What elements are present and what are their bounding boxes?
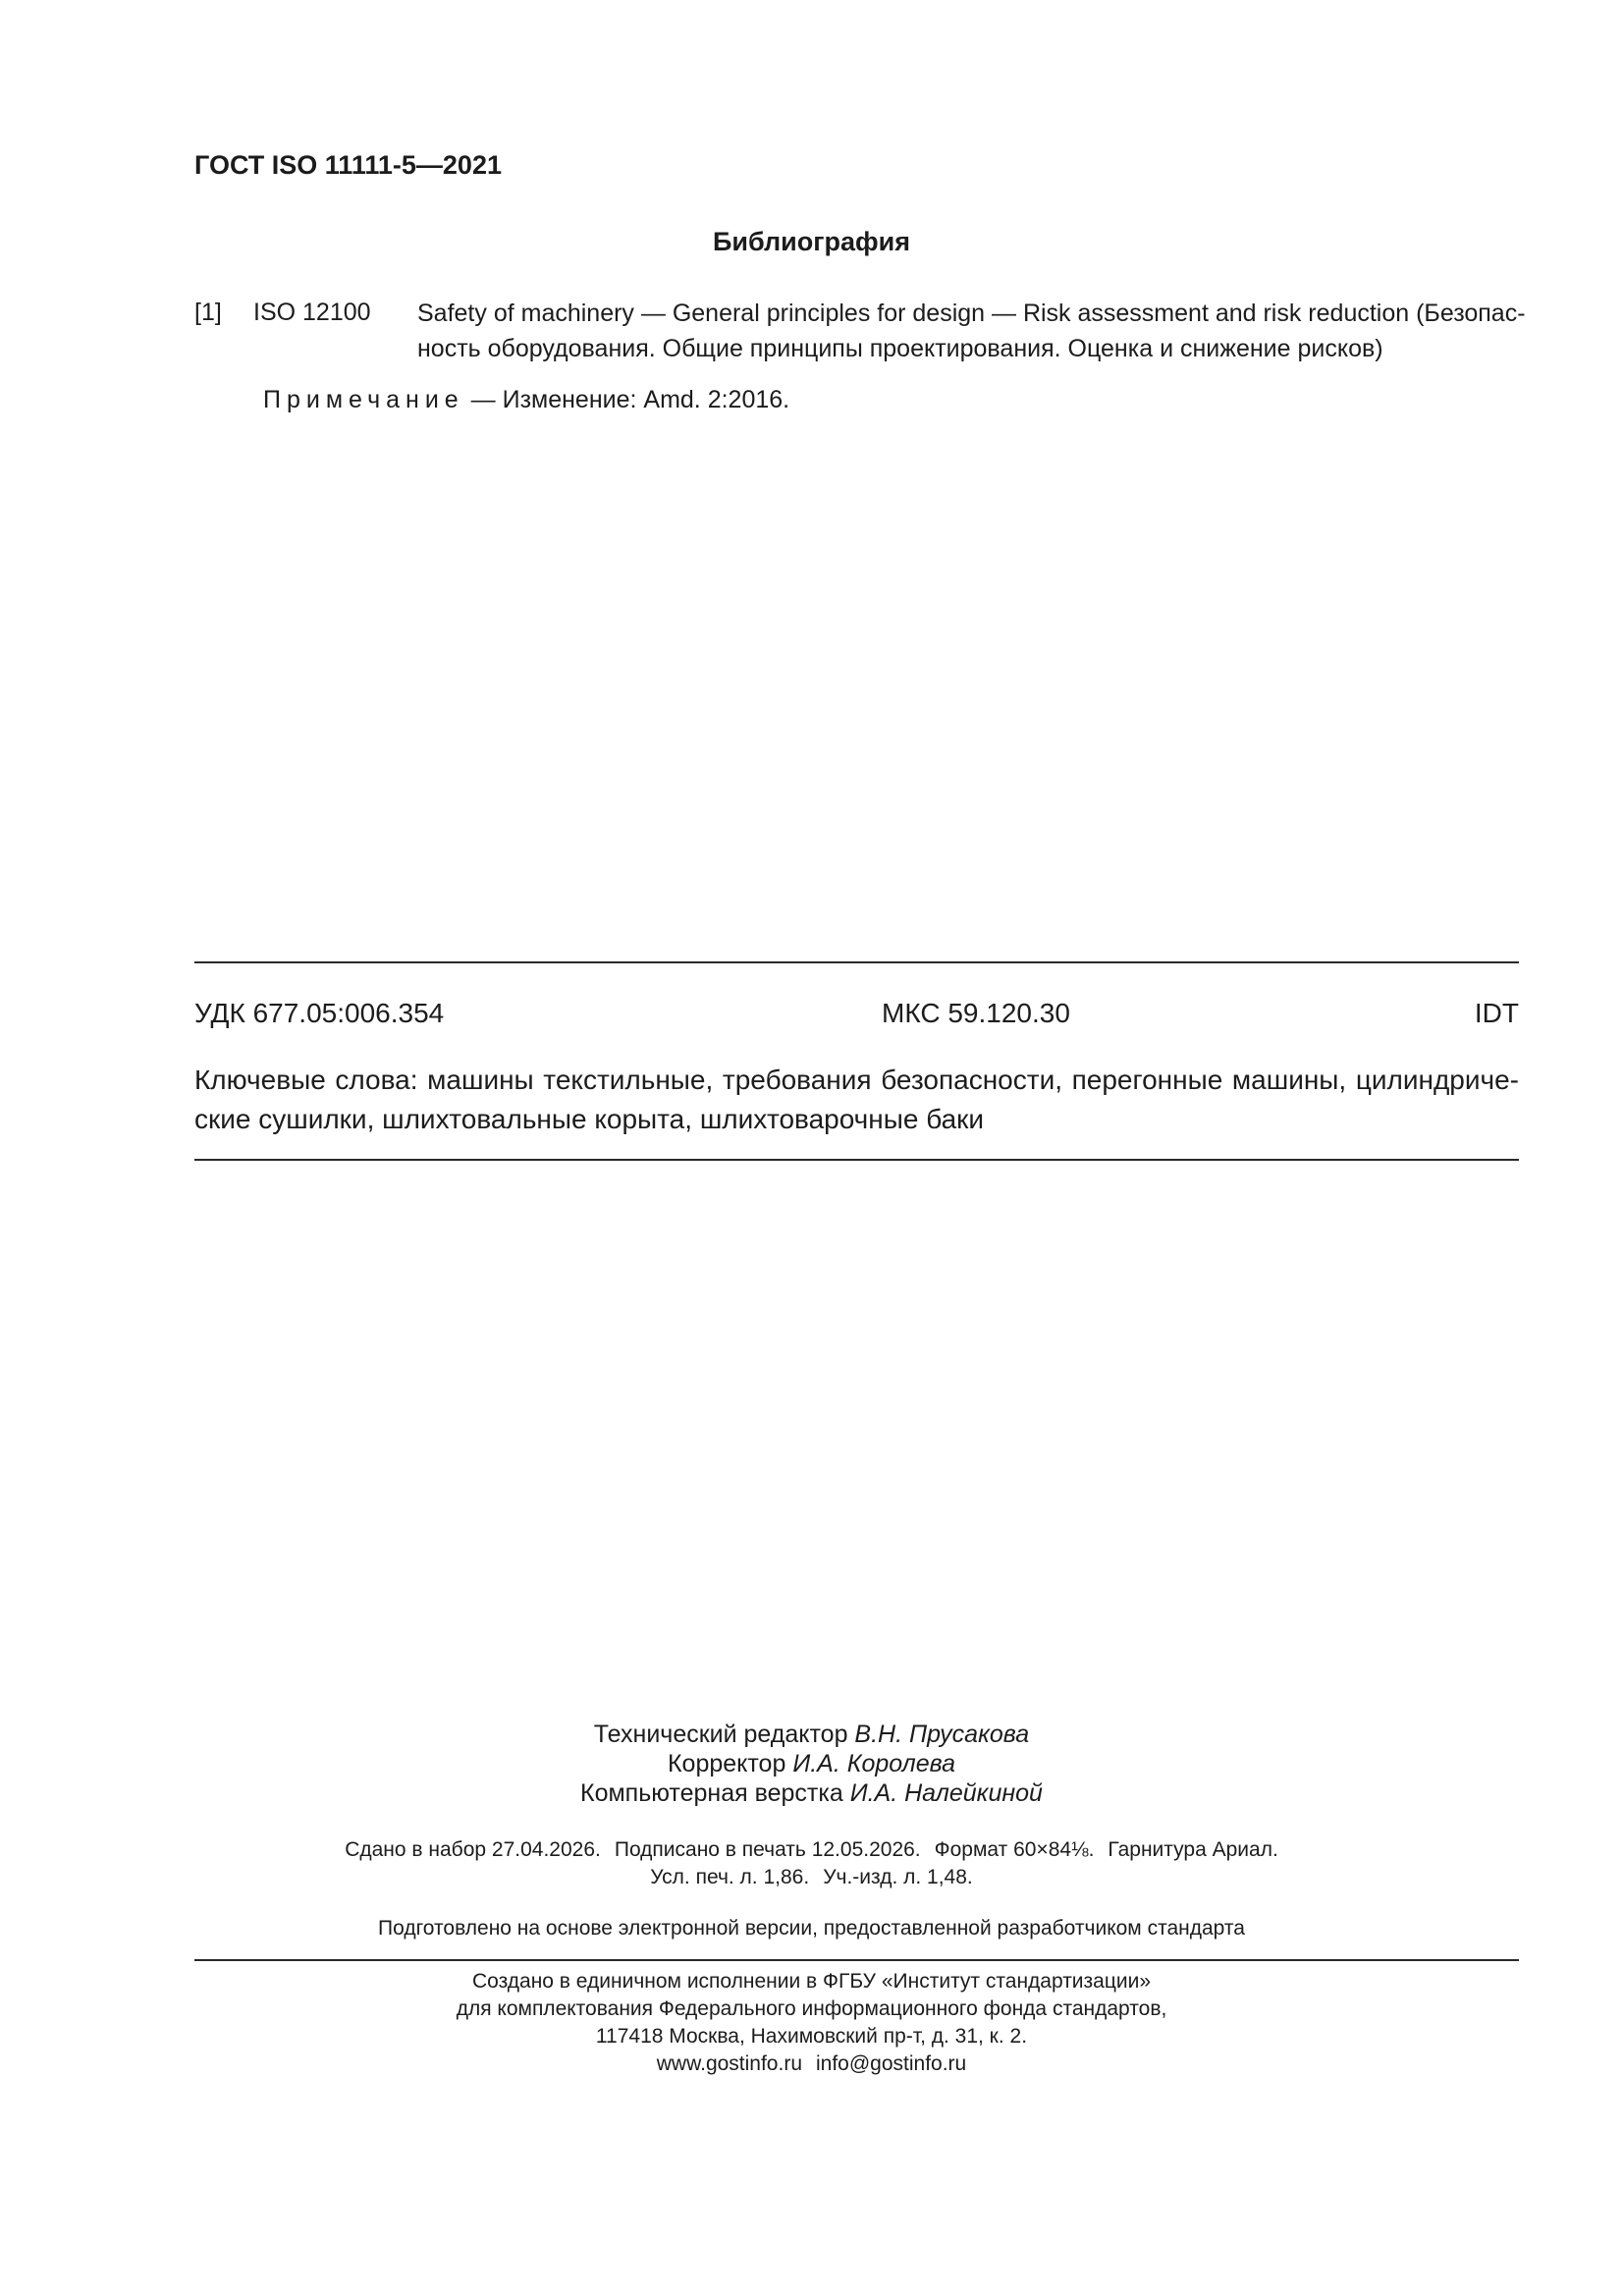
typeface: Гарнитура Ариал. [1108, 1838, 1278, 1861]
publisher-line: Создано в единичном исполнении в ФГБУ «Институт стандартизации» [471, 1970, 1152, 1993]
submitted-date: Сдано в набор 27.04.2026. [345, 1838, 601, 1861]
reference-text-line: ность оборудования. Общие принципы проектирования. Оценка и снижение рисков) [417, 335, 1383, 362]
tech-editor-role: Технический редактор [593, 1721, 855, 1748]
note-label: Примечание [263, 386, 464, 413]
corrector-credit [0, 1750, 1623, 1778]
reference-number: [1] [194, 299, 222, 326]
tech-editor-name: В.Н. Прусакова [854, 1721, 1030, 1748]
udk-code: УДК 677.05:006.354 [194, 998, 445, 1028]
keywords-line: ские сушилки, шлихтовальные корыта, шлихтоварочные баки [194, 1104, 985, 1134]
reference-standard: ISO 12100 [253, 299, 371, 326]
keywords-line: Ключевые слова: машины текстильные, требования безопасности, перегонные машины, цилиндриче- [194, 1065, 1519, 1095]
layout-credit [0, 1779, 1623, 1808]
reference-text [417, 296, 1526, 366]
layout-name: И.А. Налейкиной [849, 1779, 1043, 1807]
printed-sheets: Усл. печ. л. 1,86. [650, 1866, 810, 1888]
note-text: — Изменение: Amd. 2:2016. [463, 386, 790, 413]
layout-role: Компьютерная верстка [580, 1779, 850, 1807]
mks-code: МКС 59.120.30 [882, 998, 1070, 1028]
equivalence-degree: IDT [1474, 998, 1519, 1028]
bibliography-title: Библиография [713, 227, 910, 256]
publisher-line: для комплектования Федерального информационного фонда стандартов, [456, 1997, 1167, 2020]
keywords [194, 1061, 1519, 1139]
print-info-line [0, 1838, 1623, 1862]
reference-text-line: Safety of machinery — General principles for design — Risk assessment and risk reduction (Безопас- [417, 300, 1526, 327]
corrector-role: Корректор [667, 1750, 793, 1777]
corrector-name: И.А. Королева [792, 1750, 956, 1777]
divider [194, 1159, 1519, 1161]
website-link[interactable]: www.gostinfo.ru [656, 2052, 802, 2075]
tech-editor-credit [0, 1721, 1623, 1749]
paper-format: Формат 60×84⅛. [934, 1838, 1095, 1861]
document-code: ГОСТ ISO 11111-5—2021 [194, 150, 502, 180]
publisher-sheets: Уч.-изд. л. 1,48. [823, 1866, 973, 1888]
publisher-contacts [0, 2052, 1623, 2076]
print-sheets-line [0, 1866, 1623, 1889]
divider [194, 961, 1519, 963]
signed-date: Подписано в печать 12.05.2026. [614, 1838, 921, 1861]
prepared-note: Подготовлено на основе электронной версии, предоставленной разработчиком стандарта [378, 1917, 1245, 1940]
bibliography-note [263, 386, 789, 414]
email-link[interactable]: info@gostinfo.ru [816, 2052, 967, 2075]
publisher-address: 117418 Москва, Нахимовский пр-т, д. 31, к. 2. [595, 2025, 1028, 2048]
divider [194, 1959, 1519, 1961]
